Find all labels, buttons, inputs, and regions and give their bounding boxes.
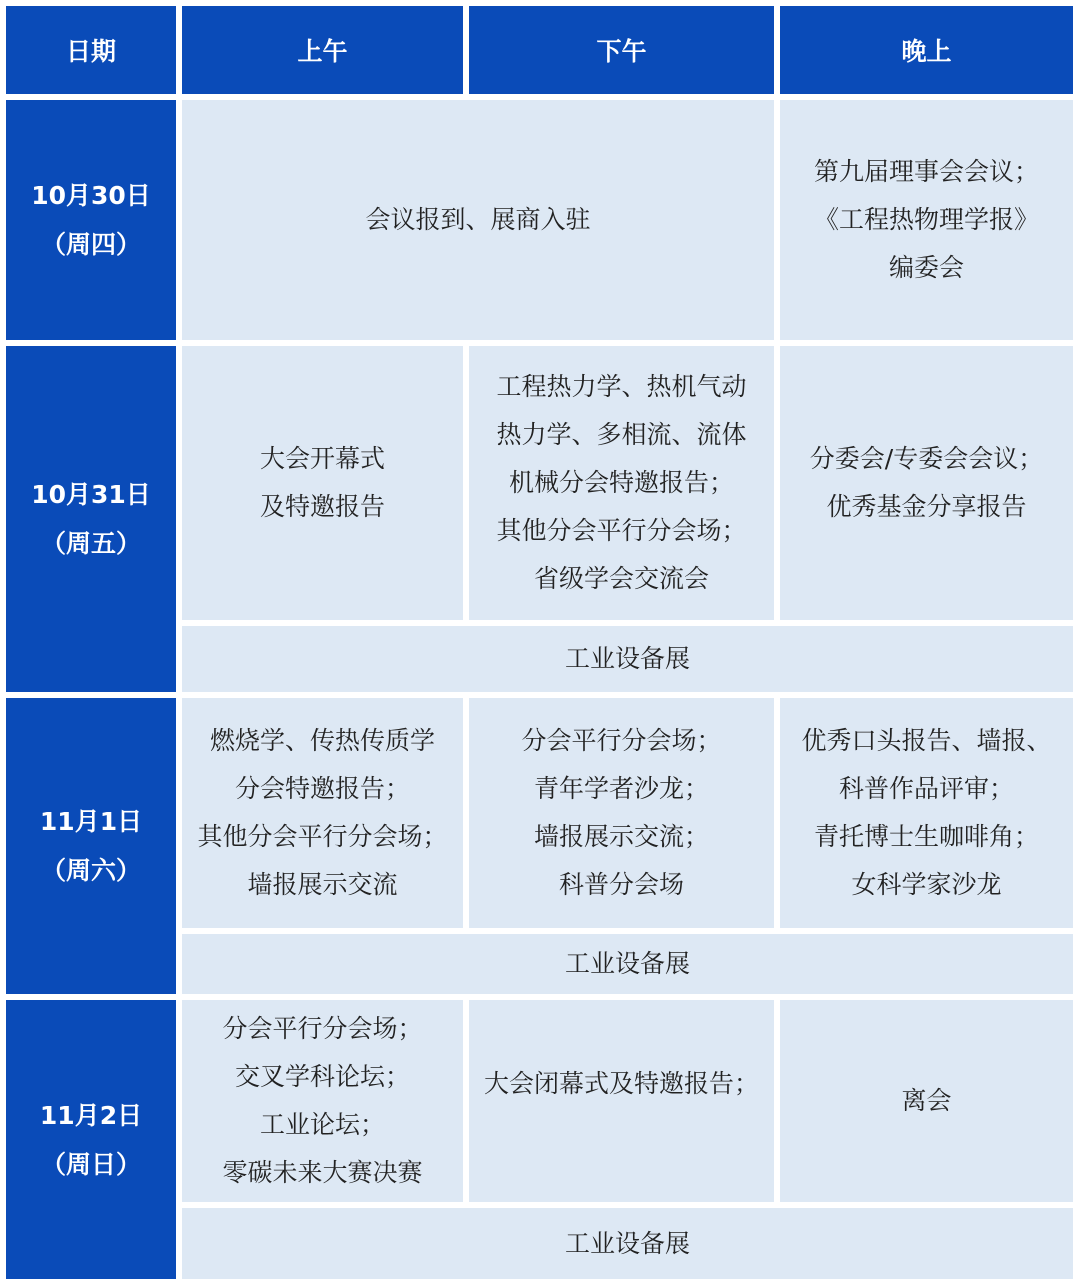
weekday-text: （周六） xyxy=(40,856,141,885)
schedule-line: 优秀口头报告、墙报、 xyxy=(801,726,1052,755)
expo-label: 工业设备展 xyxy=(564,949,690,978)
schedule-line: 及特邀报告 xyxy=(259,492,385,521)
date-cell-oct31 xyxy=(6,346,176,692)
nov2-evening-cell xyxy=(780,1000,1073,1202)
nov1-morning-cell xyxy=(182,698,463,928)
schedule-line: 墙报展示交流 xyxy=(247,870,398,899)
header-morning xyxy=(182,6,463,94)
nov2-morning-cell xyxy=(182,1000,463,1202)
schedule-line: 青年学者沙龙； xyxy=(533,774,709,803)
header-afternoon-label: 下午 xyxy=(596,37,647,66)
schedule-line: 《工程热物理学报》 xyxy=(813,205,1039,234)
date-cell-nov1 xyxy=(6,698,176,994)
date-cell-oct30 xyxy=(6,100,176,340)
header-morning-label: 上午 xyxy=(297,37,348,66)
expo-label: 工业设备展 xyxy=(564,644,690,673)
schedule-line: 墙报展示交流； xyxy=(533,822,709,851)
nov2-expo-cell xyxy=(182,1208,1073,1279)
schedule-line: 大会闭幕式及特邀报告； xyxy=(483,1069,759,1098)
oct30-evening-cell xyxy=(780,100,1073,340)
expo-label: 工业设备展 xyxy=(564,1228,690,1258)
oct31-afternoon-cell xyxy=(469,346,774,620)
oct31-evening-cell xyxy=(780,346,1073,620)
schedule-line: 青托博士生咖啡角； xyxy=(813,822,1039,851)
schedule-line: 大会开幕式 xyxy=(259,444,385,473)
schedule-line: 第九届理事会会议； xyxy=(813,157,1039,186)
schedule-line: 其他分会平行分会场； xyxy=(197,822,448,851)
schedule-line: 零碳未来大赛决赛 xyxy=(222,1158,423,1187)
schedule-line: 分委会/专委会会议； xyxy=(809,444,1044,473)
schedule-line: 分会特邀报告； xyxy=(234,774,410,803)
schedule-line: 交叉学科论坛； xyxy=(234,1062,410,1091)
schedule-line: 科普作品评审； xyxy=(838,774,1014,803)
oct30-day-cell xyxy=(182,100,774,340)
weekday-text: （周日） xyxy=(40,1149,141,1179)
schedule-line: 分会平行分会场； xyxy=(521,726,722,755)
schedule-line: 编委会 xyxy=(888,253,964,282)
header-date xyxy=(6,6,176,94)
schedule-line: 科普分会场 xyxy=(558,870,684,899)
schedule-line: 优秀基金分享报告 xyxy=(826,492,1027,521)
header-evening-label: 晚上 xyxy=(901,37,952,66)
header-afternoon xyxy=(469,6,774,94)
schedule-line: 女科学家沙龙 xyxy=(851,870,1002,899)
schedule-line: 燃烧学、传热传质学 xyxy=(209,726,435,755)
weekday-text: （周五） xyxy=(40,529,141,558)
schedule-line: 机械分会特邀报告； xyxy=(508,468,734,497)
nov2-afternoon-cell xyxy=(469,1000,774,1202)
schedule-line: 热力学、多相流、流体 xyxy=(496,420,747,449)
date-cell-nov2 xyxy=(6,1000,176,1279)
schedule-line: 离会 xyxy=(901,1086,952,1115)
date-text: 10月30日 xyxy=(31,181,151,210)
weekday-text: （周四） xyxy=(40,230,141,259)
schedule-line: 工程热力学、热机气动 xyxy=(496,372,747,401)
schedule-line: 工业论坛； xyxy=(259,1110,385,1139)
date-text: 11月1日 xyxy=(39,807,143,836)
schedule-line: 省级学会交流会 xyxy=(533,564,709,593)
header-date-label: 日期 xyxy=(65,37,116,66)
nov1-expo-cell xyxy=(182,934,1073,994)
nov1-evening-cell xyxy=(780,698,1073,928)
schedule-line: 会议报到、展商入驻 xyxy=(365,205,591,234)
schedule-line: 其他分会平行分会场； xyxy=(496,516,747,545)
oct31-expo-cell xyxy=(182,626,1073,692)
nov1-afternoon-cell xyxy=(469,698,774,928)
date-text: 11月2日 xyxy=(39,1100,143,1130)
date-text: 10月31日 xyxy=(31,480,151,509)
schedule-line: 分会平行分会场； xyxy=(222,1014,423,1043)
oct31-morning-cell xyxy=(182,346,463,620)
header-evening xyxy=(780,6,1073,94)
